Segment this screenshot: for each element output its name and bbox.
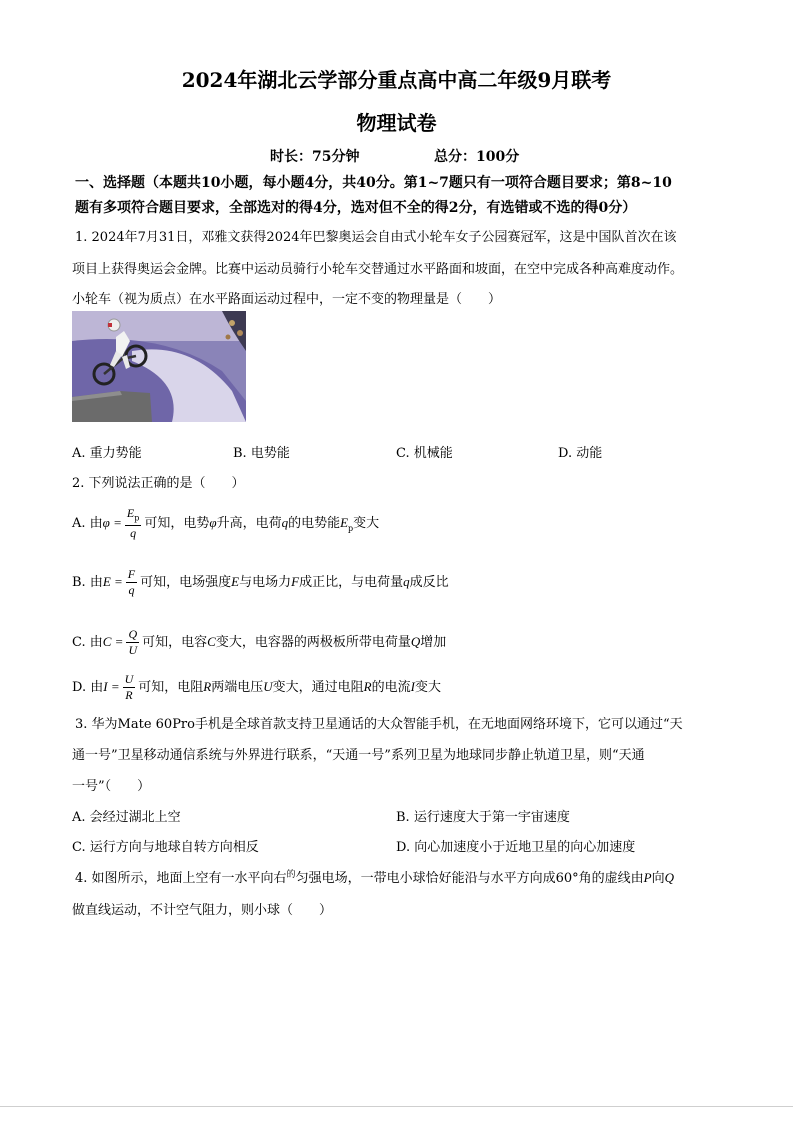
q2a-text2: 升高，电荷 bbox=[216, 516, 282, 532]
q2b-text1: 可知，电场强度 bbox=[140, 575, 232, 590]
q2-stem: 2. 下列说法正确的是（ ） bbox=[72, 476, 245, 491]
q2c-sym2: Q bbox=[410, 634, 421, 649]
q2d-lhs: I = bbox=[103, 679, 120, 694]
q2-option-a bbox=[72, 506, 379, 541]
q2c-prefix: C. 由 bbox=[72, 635, 103, 650]
q3-line2: 通一号”卫星移动通信系统与外界进行联系，“天通一号”系列卫星为地球同步静止轨道卫星，则“天通 bbox=[72, 748, 645, 763]
q2d-text2: 两端电压 bbox=[211, 680, 264, 695]
q4-line2: 做直线运动，不计空气阻力，则小球（ ） bbox=[72, 903, 333, 918]
q2a-text4: 变大 bbox=[353, 516, 380, 532]
q3-option-b: B. 运行速度大于第一宇宙速度 bbox=[396, 810, 570, 825]
q4-text-dir: 向 bbox=[651, 871, 665, 886]
q1-line2: 项目上获得奥运会金牌。比赛中运动员骑行小轮车交替通过水平路面和坡面，在空中完成各种高难度动作。 bbox=[72, 262, 684, 277]
q2c-text1: 可知，电容 bbox=[142, 635, 208, 650]
q4-glyph: 的 bbox=[286, 870, 296, 880]
q2b-sym3: q bbox=[403, 574, 410, 589]
q2c-text3: 增加 bbox=[420, 635, 447, 650]
q2a-sym1: φ bbox=[209, 515, 217, 531]
page-bottom-border bbox=[0, 1106, 793, 1107]
q4-point-p: P bbox=[643, 870, 652, 885]
q4-line1 bbox=[75, 867, 674, 886]
q1-option-d: D. 动能 bbox=[558, 446, 603, 461]
q2a-sym2: q bbox=[281, 515, 289, 531]
q2b-num: F bbox=[127, 567, 136, 581]
q2d-sym2: U bbox=[263, 679, 273, 694]
q2d-text1: 可知，电阻 bbox=[138, 680, 204, 695]
q2d-sym4: I bbox=[410, 679, 415, 694]
q2a-den: q bbox=[130, 526, 137, 541]
q2d-fraction bbox=[123, 672, 136, 703]
q3-line3: 一号”（ ） bbox=[72, 779, 151, 794]
q2c-sym1: C bbox=[207, 634, 216, 649]
q3-option-c: C. 运行方向与地球自转方向相反 bbox=[72, 840, 259, 855]
q2a-sym3: E bbox=[340, 515, 349, 531]
q3-option-a: A. 会经过湖北上空 bbox=[72, 810, 181, 825]
q2b-sym2: F bbox=[291, 574, 300, 589]
exam-subtitle: 物理试卷 bbox=[356, 111, 437, 135]
q1-option-c: C. 机械能 bbox=[396, 446, 453, 461]
q4-text-mid: 匀强电场，一带电小球恰好能沿与水平方向成60°角的虚线由 bbox=[295, 871, 644, 886]
q2-option-b bbox=[72, 567, 449, 598]
q2d-text5: 变大 bbox=[414, 680, 441, 695]
exam-total-score: 总分：100分 bbox=[434, 149, 520, 165]
q2a-lhs: φ = bbox=[102, 515, 122, 531]
q2b-text3: 成正比，与电荷量 bbox=[299, 575, 404, 590]
q4-text-pre: 4. 如图所示，地面上空有一水平向右 bbox=[75, 871, 287, 886]
q2c-lhs: C = bbox=[102, 634, 124, 649]
q2d-prefix: D. 由 bbox=[72, 680, 104, 695]
q2d-num: U bbox=[124, 672, 134, 686]
q2d-text4: 的电流 bbox=[371, 680, 411, 695]
q2-option-c bbox=[72, 627, 446, 658]
q2c-den: U bbox=[128, 643, 138, 657]
q2a-text1: 可知，电势 bbox=[144, 516, 210, 532]
bmx-rider-image bbox=[72, 311, 246, 422]
q2a-prefix: A. 由 bbox=[72, 516, 103, 532]
q2b-sym1: E bbox=[231, 574, 240, 589]
exam-duration: 时长：75分钟 bbox=[270, 149, 360, 165]
section-heading-line2: 题有多项符合题目要求，全部选对的得4分，选对但不全的得2分，有选错或不选的得0分） bbox=[75, 200, 637, 216]
q2a-sym3-sub: p bbox=[348, 523, 354, 533]
section-heading-line1: 一、选择题（本题共10小题，每小题4分，共40分。第1~7题只有一项符合题目要求；第8~10 bbox=[75, 175, 672, 191]
q2-option-d bbox=[72, 672, 441, 703]
q2b-prefix: B. 由 bbox=[72, 575, 103, 590]
q1-option-b: B. 电势能 bbox=[233, 446, 290, 461]
q2b-text4: 成反比 bbox=[409, 575, 449, 590]
q2b-lhs: E = bbox=[102, 574, 123, 589]
q3-line1: 3. 华为Mate 60Pro手机是全球首款支持卫星通话的大众智能手机，在无地面网络环境下，它可以通过“天 bbox=[75, 717, 683, 732]
exam-title: 2024年湖北云学部分重点高中高二年级9月联考 bbox=[181, 68, 612, 92]
q2a-num: E bbox=[126, 506, 135, 520]
bmx-rider-photo bbox=[72, 311, 246, 422]
q2b-den: q bbox=[128, 583, 135, 597]
q2c-text2: 变大，电容器的两极板所带电荷量 bbox=[215, 635, 411, 650]
q2a-num-sub: p bbox=[134, 513, 140, 523]
q2b-fraction bbox=[126, 567, 137, 598]
q3-option-d: D. 向心加速度小于近地卫星的向心加速度 bbox=[396, 840, 636, 855]
q2b-text2: 与电场力 bbox=[239, 575, 292, 590]
q2c-num: Q bbox=[128, 627, 138, 641]
q2a-fraction bbox=[125, 506, 141, 541]
q4-point-q: Q bbox=[664, 870, 674, 885]
q2a-text3: 的电势能 bbox=[288, 516, 341, 532]
q1-line1: 1. 2024年7月31日，邓雅文获得2024年巴黎奥运会自由式小轮车女子公园赛冠军，这是中国队首次在该 bbox=[75, 230, 677, 245]
q2d-sym3: R bbox=[363, 679, 372, 694]
q2c-fraction bbox=[126, 627, 139, 658]
q2d-den: R bbox=[125, 688, 133, 702]
q1-line3: 小轮车（视为质点）在水平路面运动过程中，一定不变的物理量是（ ） bbox=[72, 292, 502, 307]
q2d-sym1: R bbox=[203, 679, 212, 694]
q1-option-a: A. 重力势能 bbox=[72, 446, 142, 461]
q2d-text3: 变大，通过电阻 bbox=[272, 680, 364, 695]
